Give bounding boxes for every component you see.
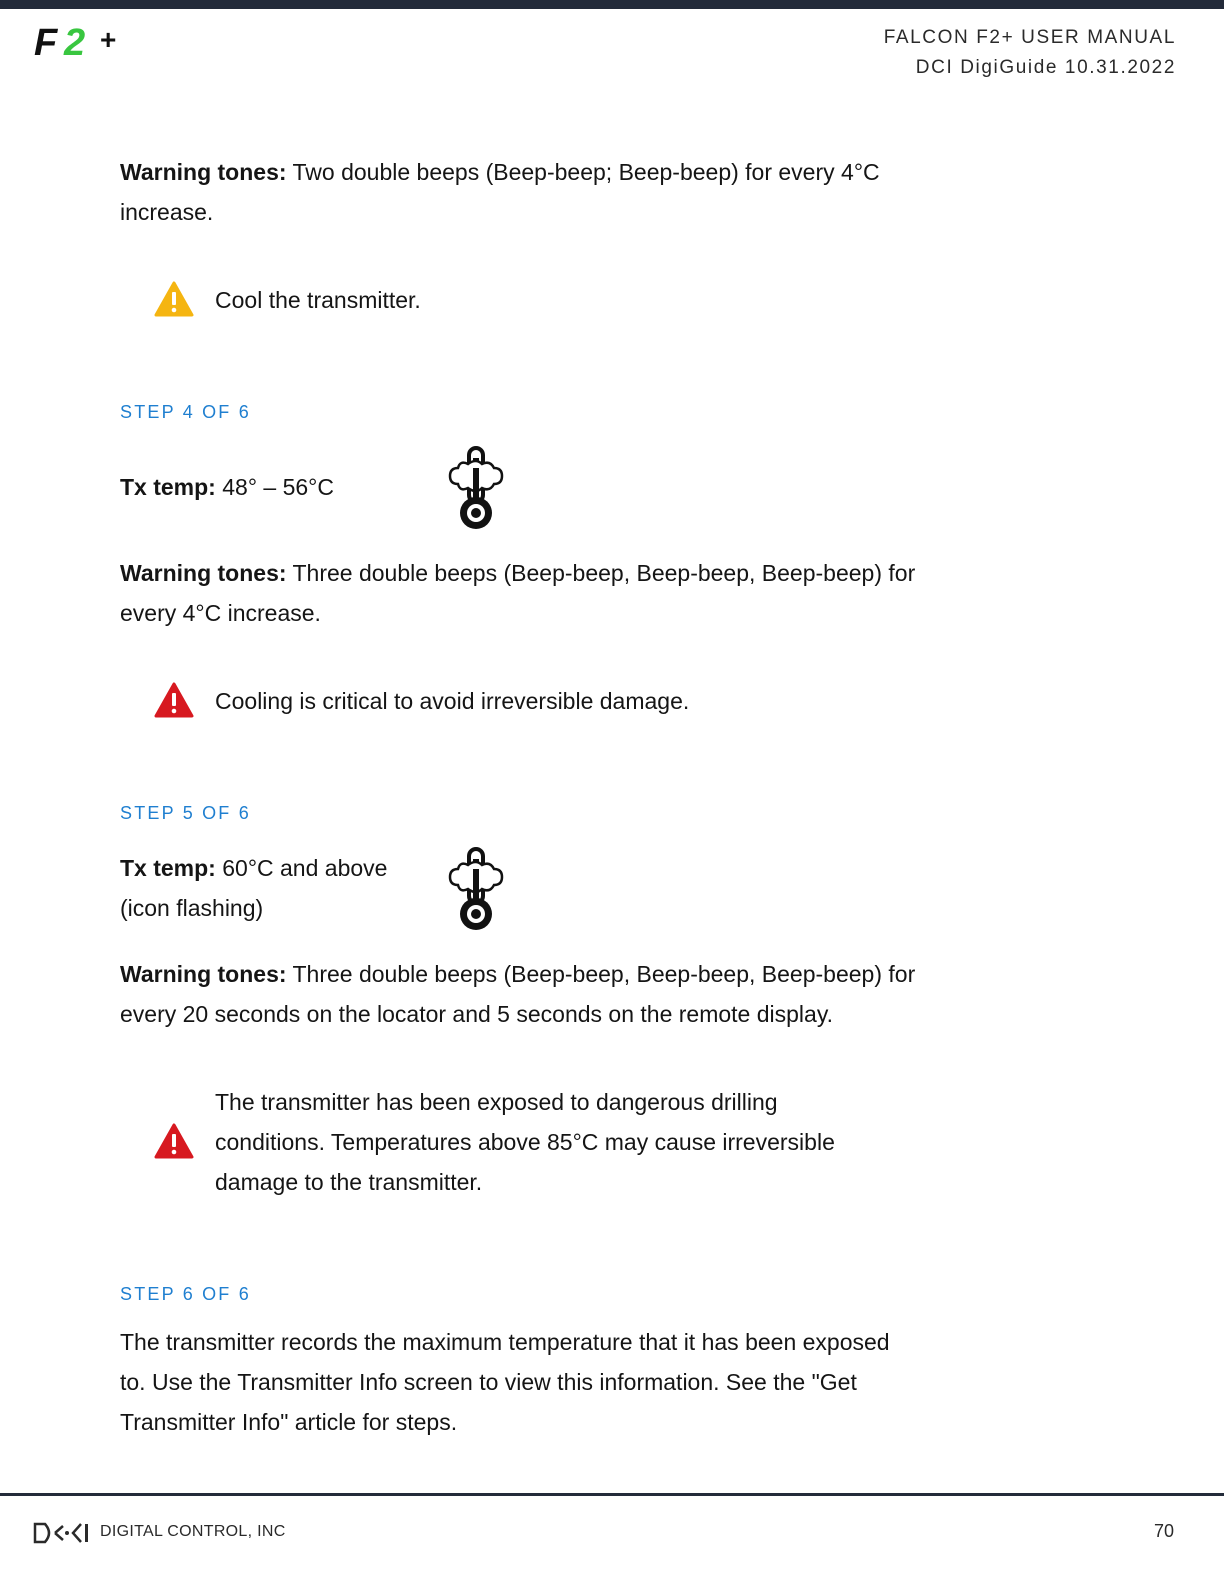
tx-temp-label: Tx temp:	[120, 855, 216, 881]
warning-tones-paragraph	[120, 553, 920, 633]
tx-temp-label: Tx temp:	[120, 474, 216, 500]
caution-note: Cool the transmitter.	[215, 287, 421, 313]
warning-tones-label: Warning tones:	[120, 560, 287, 586]
svg-text:F: F	[34, 22, 58, 62]
tx-temp-extra: (icon flashing)	[120, 895, 264, 921]
step-6-paragraph: The transmitter records the maximum temperature that it has been exposed to. Use the Transmitter Info screen to view this information. See the "Get Transmitter Info" article for steps.	[120, 1329, 890, 1435]
danger-icon	[154, 1123, 194, 1159]
caution-icon	[154, 281, 194, 317]
danger-note: The transmitter has been exposed to dangerous drilling conditions. Temperatures above 85°C may cause irreversible damage to the transmitter.	[215, 1089, 835, 1195]
dci-logo	[33, 1521, 91, 1545]
manual-title: FALCON F2+ USER MANUAL	[883, 27, 1176, 48]
page-number: 70	[1153, 1521, 1174, 1541]
top-bar	[0, 0, 1224, 9]
footer-divider	[0, 1493, 1224, 1496]
step-6-label: STEP 6 OF 6	[120, 1284, 251, 1304]
thermometer-icon	[446, 446, 506, 532]
svg-text:+: +	[100, 24, 117, 55]
tx-temp-step-5	[120, 848, 420, 928]
guide-version: DCI DigiGuide 10.31.2022	[915, 57, 1176, 78]
step-4-label: STEP 4 OF 6	[120, 402, 251, 422]
f2-plus-logo	[34, 22, 134, 62]
tx-temp-step-4	[120, 467, 920, 507]
company-name: DIGITAL CONTROL, INC	[100, 1523, 286, 1540]
danger-icon	[154, 682, 194, 718]
danger-note: Cooling is critical to avoid irreversible damage.	[215, 688, 690, 714]
tx-temp-value: 48° – 56°C	[215, 474, 334, 500]
thermometer-icon	[446, 847, 506, 933]
warning-tones-paragraph	[120, 152, 920, 232]
warning-tones-label: Warning tones:	[120, 159, 287, 185]
warning-tones-text: Three double beeps (Beep-beep, Beep-beep, Beep-beep) for every 4°C increase.	[120, 560, 916, 626]
warning-tones-paragraph	[120, 954, 920, 1034]
svg-text:2: 2	[64, 22, 86, 62]
warning-tones-label: Warning tones:	[120, 961, 287, 987]
tx-temp-value: 60°C and above	[215, 855, 388, 881]
warning-tones-text: Three double beeps (Beep-beep, Beep-beep, Beep-beep) for every 20 seconds on the locator and 5 seconds on the remote display.	[120, 961, 916, 1027]
step-5-label: STEP 5 OF 6	[120, 803, 251, 823]
warning-tones-text: Two double beeps (Beep-beep; Beep-beep) for every 4°C increase.	[120, 159, 880, 225]
